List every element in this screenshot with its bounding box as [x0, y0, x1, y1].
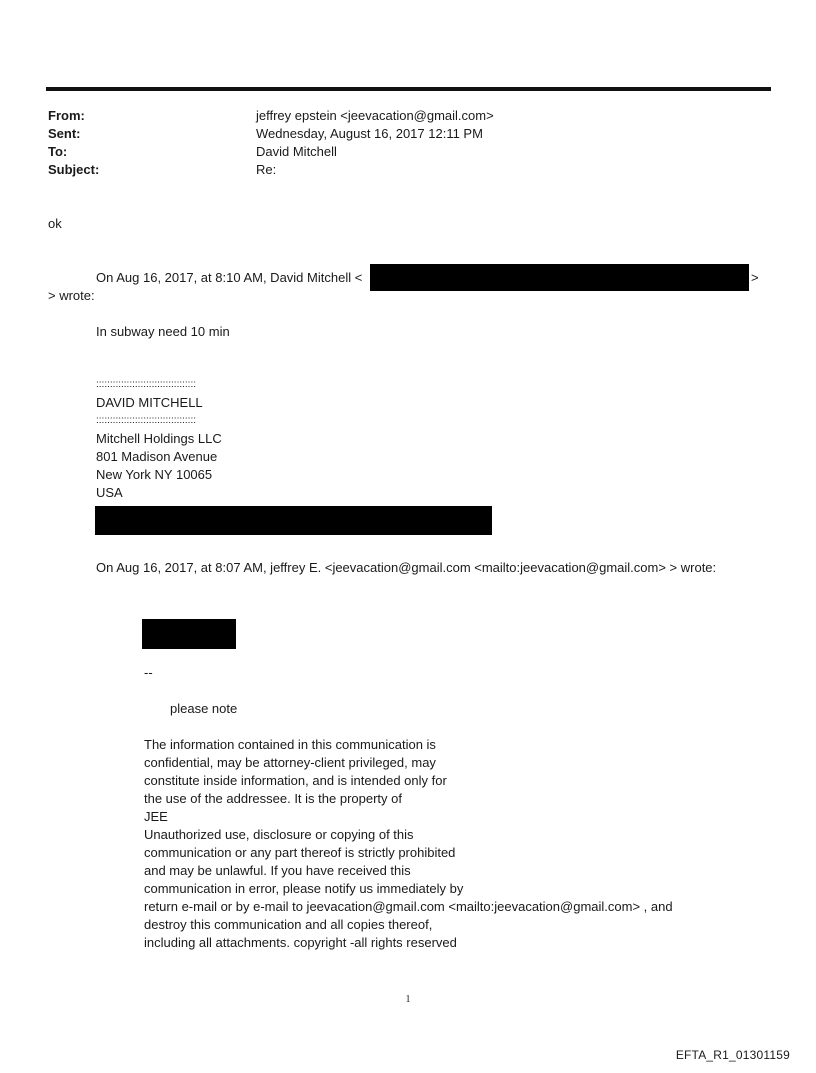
sent-value: Wednesday, August 16, 2017 12:11 PM	[256, 126, 483, 141]
disclaimer-line: including all attachments. copyright -all rights reserved	[144, 935, 457, 950]
quote1-text: In subway need 10 min	[96, 324, 230, 339]
quote1-close: >	[751, 270, 759, 285]
to-value: David Mitchell	[256, 144, 337, 159]
disclaimer-line: and may be unlawful. If you have received this	[144, 863, 411, 878]
disclaimer-line: the use of the addressee. It is the property of	[144, 791, 402, 806]
signature-dots-bottom: ::::::::::::::::::::::::::::::::::::	[96, 415, 197, 426]
from-label: From:	[48, 108, 85, 123]
quote2-intro: On Aug 16, 2017, at 8:07 AM, jeffrey E. <jeevacation@gmail.com <mailto:jeevacation@gmail.com> > wrote:	[96, 560, 717, 575]
disclaimer-line: Unauthorized use, disclosure or copying of this	[144, 827, 414, 842]
please-note-text: please note	[170, 701, 238, 716]
disclaimer-line: destroy this communication and all copies thereof,	[144, 917, 433, 932]
header-rule	[46, 87, 771, 91]
page-number: 1	[405, 994, 411, 1005]
disclaimer-line: communication or any part thereof is strictly prohibited	[144, 845, 456, 860]
disclaimer-line: communication in error, please notify us immediately by	[144, 881, 464, 896]
bates-number: EFTA_R1_01301159	[675, 1048, 790, 1062]
subject-label: Subject:	[48, 162, 100, 177]
sent-label: Sent:	[48, 126, 81, 141]
redaction-email	[370, 264, 749, 291]
disclaimer	[144, 736, 673, 952]
signature-address1: 801 Madison Avenue	[96, 449, 218, 464]
from-value: jeffrey epstein <jeevacation@gmail.com>	[256, 108, 494, 123]
disclaimer-line: JEE	[144, 809, 168, 824]
to-label: To:	[48, 144, 68, 159]
redaction-signature-phone	[95, 506, 492, 535]
signature-company: Mitchell Holdings LLC	[96, 431, 222, 446]
disclaimer-line: The information contained in this communication is	[144, 737, 436, 752]
reply-text: ok	[48, 216, 62, 231]
disclaimer-line: constitute inside information, and is intended only for	[144, 773, 447, 788]
quote1-wrote: > wrote:	[48, 288, 95, 303]
quote1-intro: On Aug 16, 2017, at 8:10 AM, David Mitchell <	[96, 270, 363, 285]
signature-name: DAVID MITCHELL	[96, 395, 203, 410]
signature-dots-top: ::::::::::::::::::::::::::::::::::::	[96, 379, 197, 390]
quote2-separator: --	[144, 665, 153, 680]
signature-country: USA	[96, 485, 123, 500]
redaction-quote2-body	[142, 619, 236, 649]
subject-value: Re:	[256, 162, 277, 177]
signature-address2: New York NY 10065	[96, 467, 213, 482]
disclaimer-line: return e-mail or by e-mail to jeevacation@gmail.com <mailto:jeevacation@gmail.com> , and	[144, 899, 673, 914]
disclaimer-line: confidential, may be attorney-client privileged, may	[144, 755, 436, 770]
